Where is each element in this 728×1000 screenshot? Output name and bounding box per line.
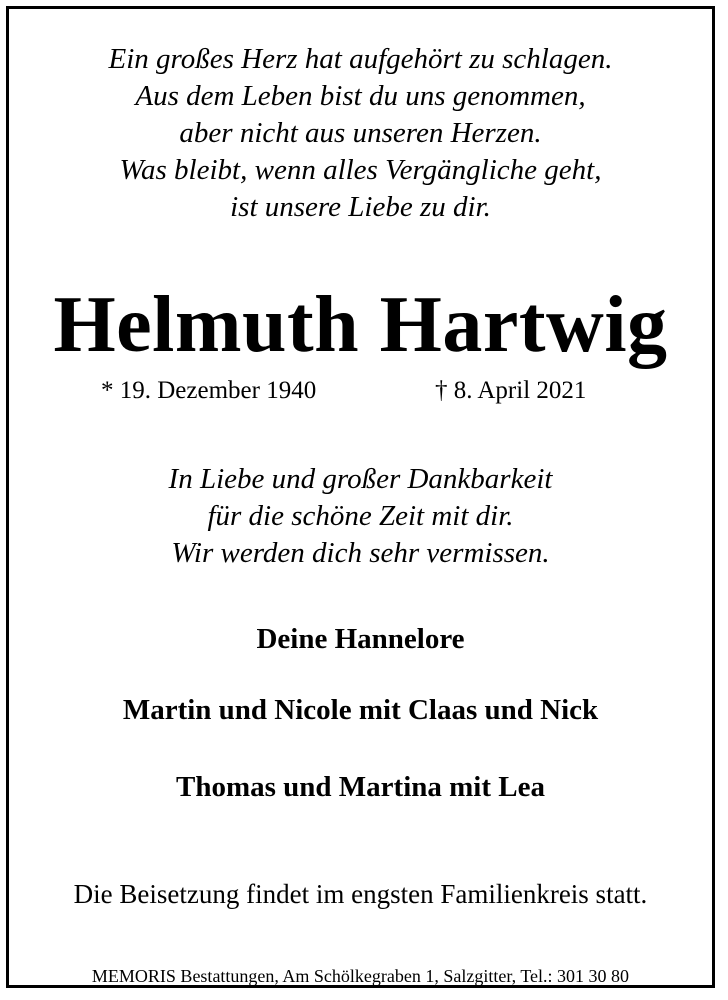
death-date: † 8. April 2021 (435, 377, 587, 404)
opening-poem (9, 41, 712, 226)
obituary-frame (6, 6, 715, 988)
verse-line: für die schöne Zeit mit dir. (207, 500, 514, 532)
poem-line: aber nicht aus unseren Herzen. (179, 117, 542, 149)
poem-line: Ein großes Herz hat aufgehört zu schlagen. (108, 43, 613, 75)
mourner-line: Thomas und Martina mit Lea (176, 771, 545, 803)
mourner-line: Deine Hannelore (256, 623, 465, 655)
poem-line: Was bleibt, wenn alles Vergängliche geht, (119, 154, 602, 186)
deceased-name: Helmuth Hartwig (53, 281, 668, 369)
poem-line: ist unsere Liebe zu dir. (230, 191, 491, 223)
poem-line: Aus dem Leben bist du uns genommen, (135, 80, 586, 112)
verse-line: In Liebe und großer Dankbarkeit (168, 463, 553, 495)
farewell-verse (9, 461, 712, 572)
birth-date: * 19. Dezember 1940 (101, 377, 317, 404)
funeral-home-footer: MEMORIS Bestattungen, Am Schölkegraben 1, Salzgitter, Tel.: 301 30 80 (91, 966, 630, 986)
verse-line: Wir werden dich sehr vermissen. (171, 537, 550, 569)
funeral-notice: Die Beisetzung findet im engsten Familienkreis statt. (73, 879, 648, 909)
mourner-line: Martin und Nicole mit Claas und Nick (122, 694, 599, 726)
